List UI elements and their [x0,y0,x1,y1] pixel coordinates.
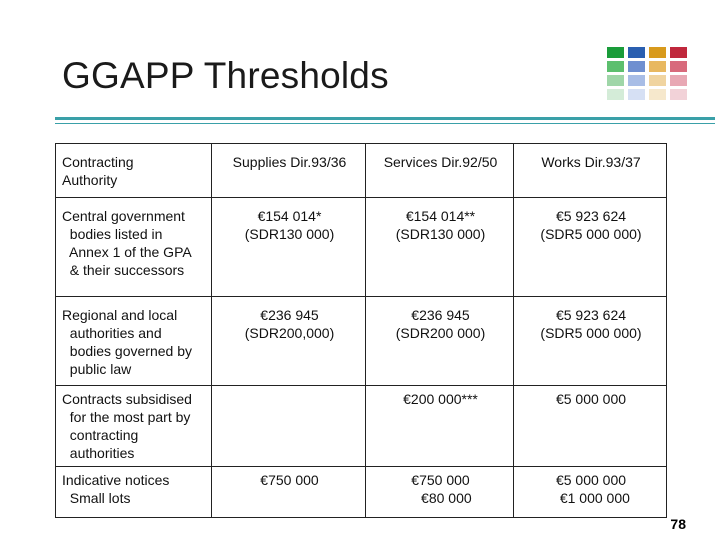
table-row [56,297,667,386]
page-title: GGAPP Thresholds [62,55,389,96]
table-row [56,386,667,467]
mosaic-tile [669,74,688,87]
row-label: Central government bodies listed in Annex 1 of the GPA & their successors [56,198,212,297]
table-header-row [56,144,667,198]
mosaic-tile [648,88,667,101]
cell-supplies: €236 945 (SDR200,000) [212,297,366,386]
cell-services: €154 014** (SDR130 000) [366,198,514,297]
row-label: Contracts subsidised for the most part by contracting authorities [56,386,212,467]
mosaic-tile [627,88,646,101]
cell-works: €5 923 624 (SDR5 000 000) [514,198,667,297]
row-label: Regional and local authorities and bodies governed by public law [56,297,212,386]
mosaic-tile [627,46,646,59]
header-supplies: Supplies Dir.93/36 [212,144,366,198]
cell-services: €750 000 €80 000 [366,467,514,518]
title-divider-thin [55,123,715,124]
mosaic-tile [648,74,667,87]
mosaic-tile [648,46,667,59]
cell-services: €236 945 (SDR200 000) [366,297,514,386]
mosaic-tile [669,88,688,101]
table-row [56,467,667,518]
mosaic-tile [606,46,625,59]
mosaic-tile [648,60,667,73]
header-contracting-authority: Contracting Authority [56,144,212,198]
title-divider [55,117,715,120]
mosaic-tile [627,60,646,73]
mosaic-tile [669,46,688,59]
thresholds-table [55,143,667,518]
cell-supplies: €154 014* (SDR130 000) [212,198,366,297]
cell-supplies [212,386,366,467]
cell-works: €5 000 000 €1 000 000 [514,467,667,518]
mosaic-tile [669,60,688,73]
table-row [56,198,667,297]
page-number: 78 [670,516,686,532]
mosaic-tile [606,88,625,101]
mosaic-tile [627,74,646,87]
row-label: Indicative notices Small lots [56,467,212,518]
header-works: Works Dir.93/37 [514,144,667,198]
cell-supplies: €750 000 [212,467,366,518]
logo-mosaic-icon [606,46,690,104]
mosaic-tile [606,60,625,73]
mosaic-tile [606,74,625,87]
cell-services: €200 000*** [366,386,514,467]
cell-works: €5 923 624 (SDR5 000 000) [514,297,667,386]
header-services: Services Dir.92/50 [366,144,514,198]
cell-works: €5 000 000 [514,386,667,467]
